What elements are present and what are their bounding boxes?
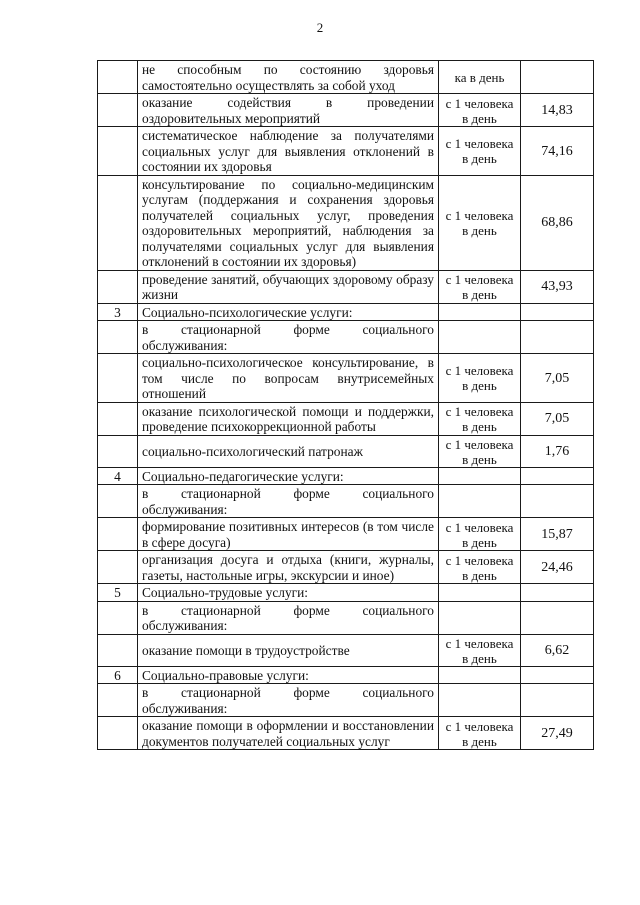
service-row <box>98 518 594 551</box>
row-number-cell <box>98 684 138 717</box>
service-name-cell: проведение занятий, обучающих здоровому образу жизни <box>138 270 439 303</box>
unit-cell: ка в день <box>439 61 521 94</box>
unit-cell: с 1 человека в день <box>439 270 521 303</box>
unit-cell <box>439 584 521 602</box>
service-row <box>98 175 594 270</box>
unit-cell <box>439 321 521 354</box>
price-cell: 24,46 <box>521 551 594 584</box>
price-cell <box>521 321 594 354</box>
price-cell: 7,05 <box>521 402 594 435</box>
price-cell: 43,93 <box>521 270 594 303</box>
row-number-cell <box>98 551 138 584</box>
unit-cell: с 1 человека в день <box>439 175 521 270</box>
row-number-cell <box>98 94 138 127</box>
price-cell: 74,16 <box>521 127 594 176</box>
service-name-cell: организация досуга и отдыха (книги, журналы, газеты, настольные игры, экскурсии и иное) <box>138 551 439 584</box>
price-cell: 15,87 <box>521 518 594 551</box>
price-cell <box>521 303 594 321</box>
price-cell <box>521 485 594 518</box>
row-number-cell: 6 <box>98 666 138 684</box>
price-cell <box>521 584 594 602</box>
form-row <box>98 321 594 354</box>
row-number-cell <box>98 402 138 435</box>
unit-cell <box>439 467 521 485</box>
unit-cell <box>439 601 521 634</box>
service-name-cell: Социально-педагогические услуги: <box>138 467 439 485</box>
form-row <box>98 485 594 518</box>
price-cell: 6,62 <box>521 634 594 666</box>
row-number-cell <box>98 127 138 176</box>
price-cell <box>521 467 594 485</box>
price-cell: 27,49 <box>521 717 594 750</box>
section-row <box>98 666 594 684</box>
row-number-cell <box>98 435 138 467</box>
unit-cell: с 1 человека в день <box>439 518 521 551</box>
service-row <box>98 435 594 467</box>
unit-cell: с 1 человека в день <box>439 717 521 750</box>
row-number-cell <box>98 354 138 403</box>
row-number-cell <box>98 175 138 270</box>
row-number-cell <box>98 485 138 518</box>
page-number: 2 <box>316 20 324 35</box>
service-row <box>98 634 594 666</box>
service-name-cell: социально-психологическое консультирование, в том числе по вопросам внутрисемейных отношений <box>138 354 439 403</box>
service-name-cell: оказание содействия в проведении оздоровительных мероприятий <box>138 94 439 127</box>
service-name-cell: систематическое наблюдение за получателями социальных услуг для выявления отклонений в состоянии их здоровья <box>138 127 439 176</box>
service-row <box>98 402 594 435</box>
service-row <box>98 354 594 403</box>
service-name-cell: социально-психологический патронаж <box>138 435 439 467</box>
section-row <box>98 467 594 485</box>
service-name-cell: не способным по состоянию здоровья самостоятельно осуществлять за собой уход <box>138 61 439 94</box>
service-name-cell: оказание помощи в трудоустройстве <box>138 634 439 666</box>
section-row <box>98 303 594 321</box>
tariff-table <box>97 60 594 750</box>
row-number-cell <box>98 717 138 750</box>
unit-cell: с 1 человека в день <box>439 94 521 127</box>
unit-cell: с 1 человека в день <box>439 402 521 435</box>
row-number-cell <box>98 61 138 94</box>
form-row <box>98 684 594 717</box>
service-name-cell: оказание психологической помощи и поддержки, проведение психокоррекционной работы <box>138 402 439 435</box>
service-row <box>98 61 594 94</box>
service-row <box>98 270 594 303</box>
price-cell: 7,05 <box>521 354 594 403</box>
price-cell: 68,86 <box>521 175 594 270</box>
price-cell <box>521 601 594 634</box>
row-number-cell: 3 <box>98 303 138 321</box>
unit-cell <box>439 666 521 684</box>
price-cell <box>521 61 594 94</box>
unit-cell <box>439 485 521 518</box>
form-row <box>98 601 594 634</box>
price-cell: 14,83 <box>521 94 594 127</box>
service-name-cell: оказание помощи в оформлении и восстановлении документов получателей социальных услуг <box>138 717 439 750</box>
service-name-cell: формирование позитивных интересов (в том числе в сфере досуга) <box>138 518 439 551</box>
row-number-cell <box>98 518 138 551</box>
row-number-cell <box>98 321 138 354</box>
unit-cell <box>439 684 521 717</box>
unit-cell: с 1 человека в день <box>439 551 521 584</box>
unit-cell: с 1 человека в день <box>439 354 521 403</box>
price-cell: 1,76 <box>521 435 594 467</box>
service-name-cell: в стационарной форме социального обслуживания: <box>138 684 439 717</box>
service-name-cell: в стационарной форме социального обслуживания: <box>138 601 439 634</box>
service-row <box>98 717 594 750</box>
price-cell <box>521 666 594 684</box>
row-number-cell <box>98 270 138 303</box>
unit-cell <box>439 303 521 321</box>
row-number-cell: 5 <box>98 584 138 602</box>
row-number-cell: 4 <box>98 467 138 485</box>
unit-cell: с 1 человека в день <box>439 634 521 666</box>
service-name-cell: в стационарной форме социального обслуживания: <box>138 321 439 354</box>
service-name-cell: консультирование по социально-медицинским услугам (поддержания и сохранения здоровья получателей социальных услуг, проведения оздоровительных мероприятий, наблюдения за получателями социальных услуг для выявления отклонений в состоянии их здоровья) <box>138 175 439 270</box>
service-name-cell: Социально-трудовые услуги: <box>138 584 439 602</box>
section-row <box>98 584 594 602</box>
price-cell <box>521 684 594 717</box>
service-name-cell: Социально-психологические услуги: <box>138 303 439 321</box>
row-number-cell <box>98 601 138 634</box>
unit-cell: с 1 человека в день <box>439 127 521 176</box>
service-row <box>98 551 594 584</box>
service-name-cell: в стационарной форме социального обслуживания: <box>138 485 439 518</box>
service-name-cell: Социально-правовые услуги: <box>138 666 439 684</box>
row-number-cell <box>98 634 138 666</box>
tariff-table-body <box>98 61 594 750</box>
service-row <box>98 94 594 127</box>
service-row <box>98 127 594 176</box>
unit-cell: с 1 человека в день <box>439 435 521 467</box>
